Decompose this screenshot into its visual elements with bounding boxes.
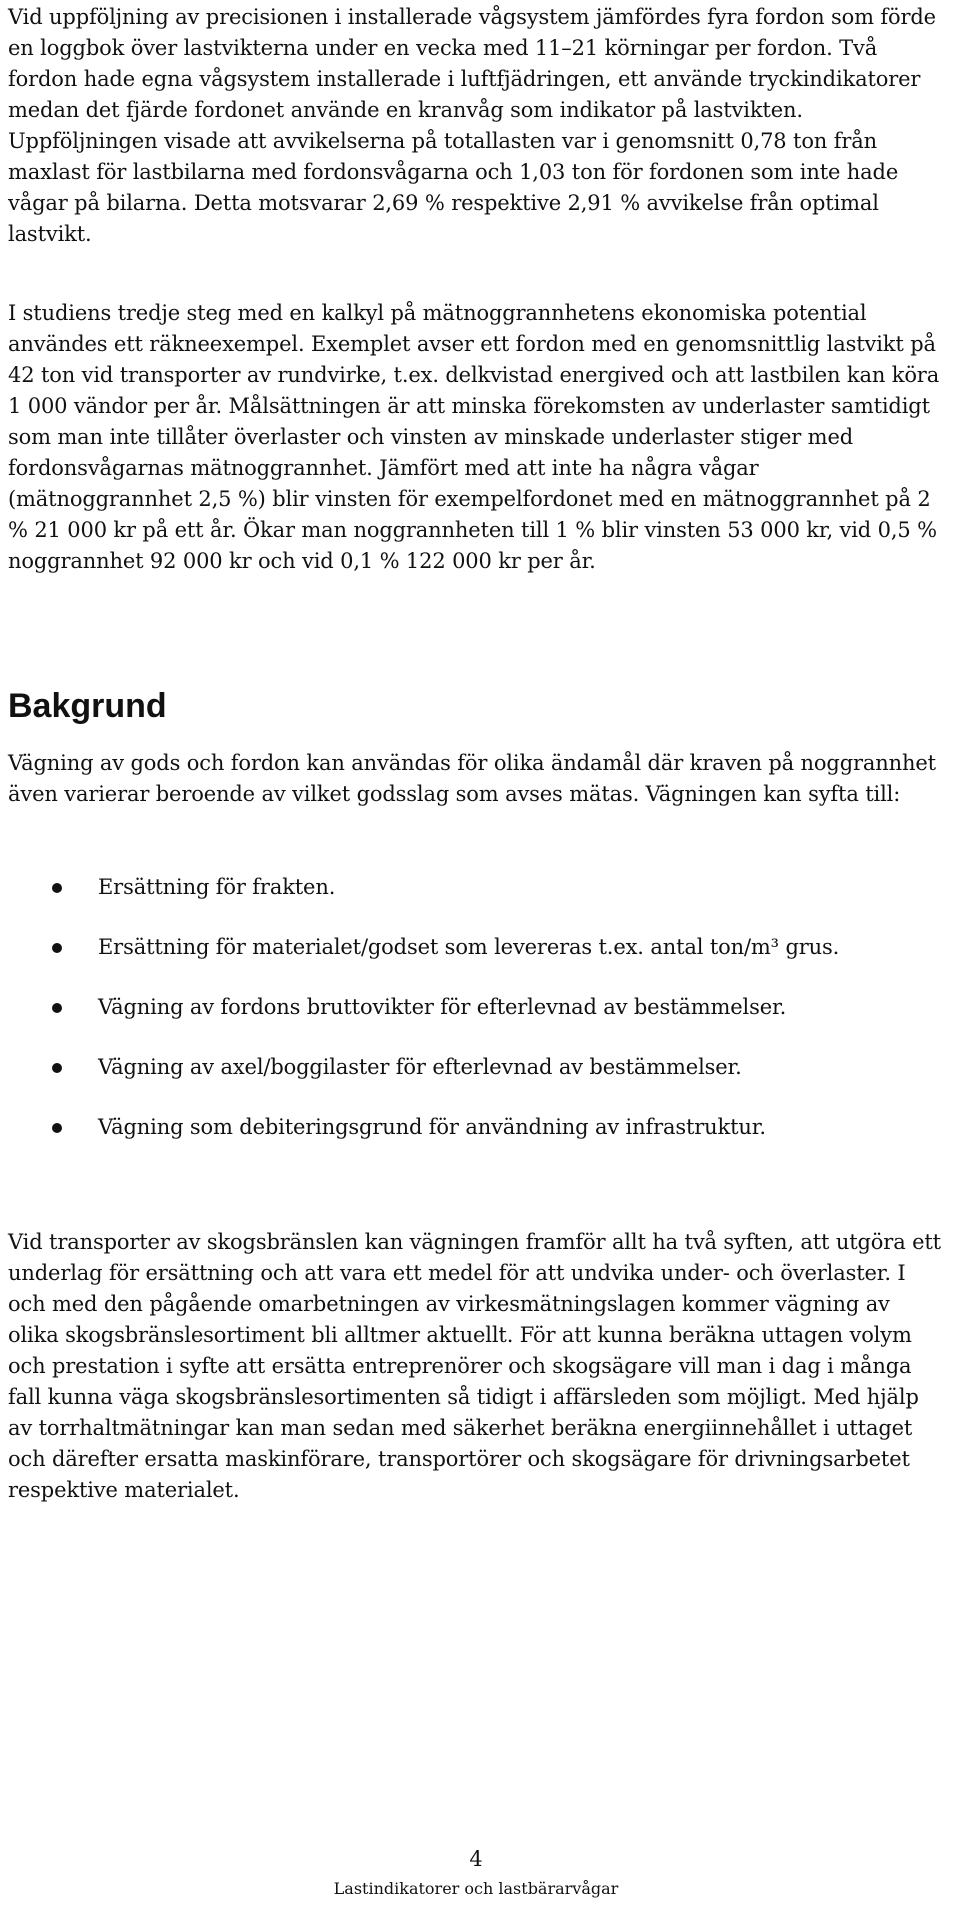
paragraph-forest-fuel-weighing: Vid transporter av skogsbränslen kan vägningen framför allt ha två syften, att utgöra ett underlag för ersättning och att vara ett medel för att undvika under- och överlaster. I och med den pågående omarbetningen av virkesmätningslagen kommer vägning av olika skogsbränslesortiment bli alltmer aktuellt. För att kunna beräkna uttagen volym och prestation i syfte att ersätta entreprenörer och skogsägare vill man i dag i många fall kunna väga skogsbränslesortimenten så tidigt i affärsleden som möjligt. Med hjälp av torrhaltmätningar kan man sedan med säkerhet beräkna energiinnehållet i uttaget och därefter ersatta maskinförare, transportörer och skogsägare för drivningsarbetet respektive materialet.: [8, 1230, 941, 1502]
bullet-icon: [52, 943, 62, 953]
list-item-text: Vägning av fordons bruttovikter för efterlevnad av bestämmelser.: [98, 995, 787, 1019]
list-item-text: Vägning av axel/boggilaster för efterlevnad av bestämmelser.: [98, 1055, 742, 1079]
list-item-text: Vägning som debiteringsgrund för användning av infrastruktur.: [98, 1115, 766, 1139]
paragraph-background-intro: Vägning av gods och fordon kan användas för olika ändamål där kraven på noggrannhet även varierar beroende av vilket godsslag som avses mätas. Vägningen kan syfta till:: [8, 751, 936, 806]
paragraph-followup: Vid uppföljning av precisionen i installerade vågsystem jämfördes fyra fordon som förde en loggbok över lastvikterna under en vecka med 11–21 körningar per fordon. Två fordon hade egna vågsystem installerade i luftfjädringen, ett använde tryckindikatorer medan det fjärde fordonet använde en kranvåg som indikator på lastvikten. Uppföljningen visade att avvikelserna på totallasten var i genomsnitt 0,78 ton från maxlast för lastbilarna med fordonsvågarna och 1,03 ton för fordonen som inte hade vågar på bilarna. Detta motsvarar 2,69 % respektive 2,91 % avvikelse från optimal lastvikt.: [8, 5, 936, 246]
list-item: [8, 992, 944, 1052]
bullet-icon: [52, 1063, 62, 1073]
page-footer: Lastindikatorer och lastbärarvågar: [333, 1879, 619, 1898]
list-item: [8, 1112, 944, 1172]
bullet-icon: [52, 1123, 62, 1133]
list-item: [8, 872, 944, 932]
list-item-text: Ersättning för frakten.: [98, 875, 336, 899]
paragraph-economic-calculation: I studiens tredje steg med en kalkyl på mätnoggrannhetens ekonomiska potential användes ett räkneexempel. Exemplet avser ett fordon med en genomsnittlig lastvikt på 42 ton vid transporter av rundvirke, t.ex. delkvistad energived och att lastbilen kan köra 1 000 vändor per år. Målsättningen är att minska förekomsten av underlaster samtidigt som man inte tillåter överlaster och vinsten av minskade underlaster stiger med fordonsvågarnas mätnoggrannhet. Jämfört med att inte ha några vågar (mätnoggrannhet 2,5 %) blir vinsten för exempelfordonet med en mätnoggrannhet på 2 % 21 000 kr på ett år. Ökar man noggrannheten till 1 % blir vinsten 53 000 kr, vid 0,5 % noggrannhet 92 000 kr och vid 0,1 % 122 000 kr per år.: [8, 301, 940, 573]
bullet-list-purposes: [8, 872, 944, 1172]
list-item: [8, 932, 944, 992]
bullet-icon: [52, 1003, 62, 1013]
page-number: 4: [469, 1847, 483, 1871]
list-item: [8, 1052, 944, 1112]
bullet-icon: [52, 883, 62, 893]
section-heading-bakgrund: Bakgrund: [8, 687, 167, 725]
list-item-text: Ersättning för materialet/godset som levereras t.ex. antal ton/m³ grus.: [98, 935, 840, 959]
